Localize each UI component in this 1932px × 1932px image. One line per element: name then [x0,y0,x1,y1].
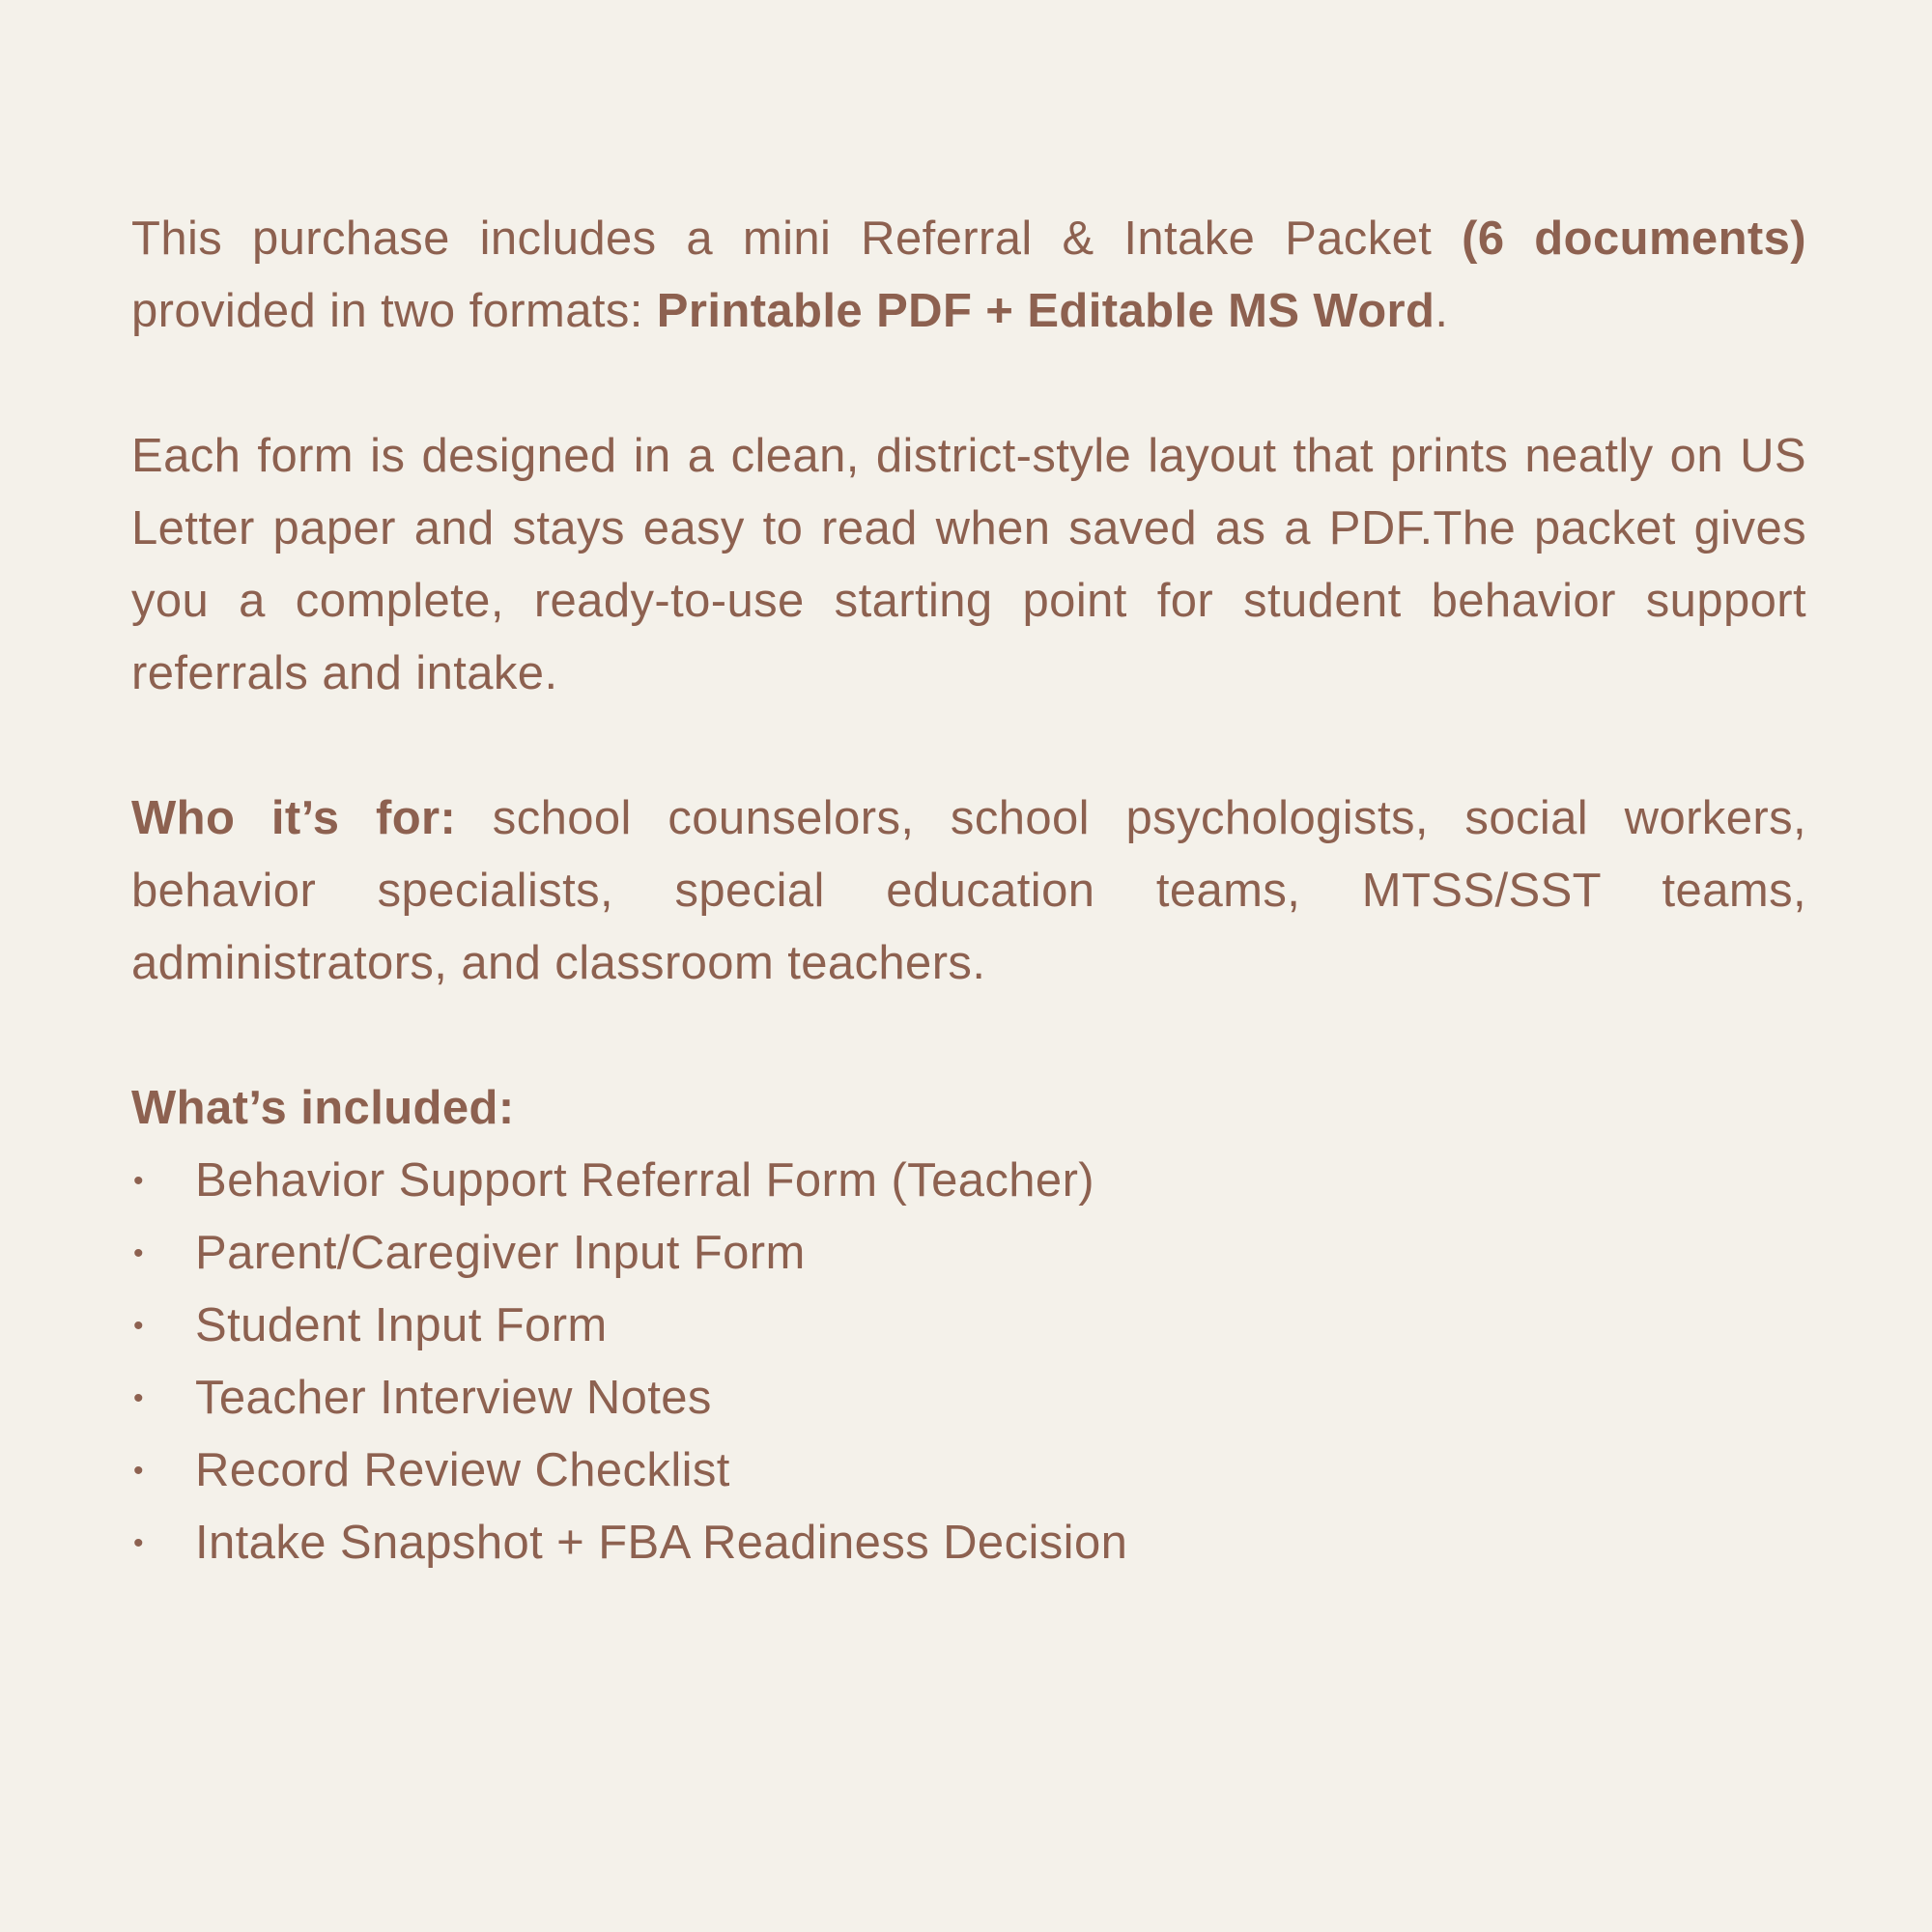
bullet-icon: • [133,1165,144,1197]
included-heading: What’s included: [131,1082,515,1134]
description-paragraph: Each form is designed in a clean, district-style layout that prints neatly on US Letter paper and stays easy to read when saved as a PDF.The packet gives you a complete, ready-to-use starting point for student behavior support referrals and intake. [131,430,1806,699]
list-item-label: Behavior Support Referral Form (Teacher) [195,1154,1095,1207]
list-item [131,1290,1806,1362]
included-list [131,1145,1806,1579]
audience-label: Who it’s for: [131,792,457,844]
formats-intro-text: provided in two formats: [131,285,657,337]
bullet-icon: • [133,1527,144,1559]
bullet-icon: • [133,1455,144,1487]
list-item [131,1435,1806,1507]
bullet-icon: • [133,1382,144,1414]
formats-label: Printable PDF + Editable MS Word [656,285,1435,337]
intro-text: This purchase includes a mini Referral & Intake Packet [131,213,1463,265]
audience-text: school counselors, school psychologists, social workers, behavior specialists, special education teams, MTSS/SST teams, administrators, and classroom teachers. [131,792,1806,989]
list-item-label: Intake Snapshot + FBA Readiness Decision [195,1517,1128,1569]
list-item-label: Record Review Checklist [195,1444,730,1496]
intro-paragraph [131,203,1806,348]
bullet-icon: • [133,1310,144,1342]
list-item-label: Teacher Interview Notes [195,1372,712,1424]
list-item [131,1507,1806,1579]
intro-period: . [1435,285,1449,337]
product-description [131,203,1806,1579]
list-item [131,1145,1806,1217]
list-item-label: Student Input Form [195,1299,608,1351]
document-count: (6 documents) [1462,213,1806,265]
list-item [131,1362,1806,1435]
list-item-label: Parent/Caregiver Input Form [195,1227,806,1279]
bullet-icon: • [133,1237,144,1269]
list-item [131,1217,1806,1290]
audience-paragraph [131,782,1806,1000]
